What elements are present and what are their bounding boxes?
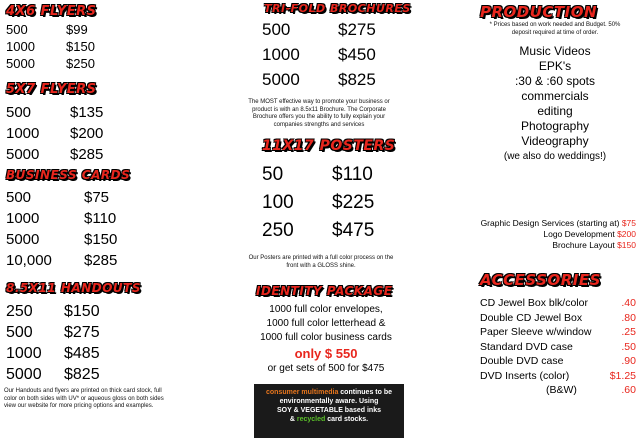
price: $200 [70, 125, 104, 142]
accessory-price: .50 [621, 340, 636, 353]
service-item: (we also do weddings!) [503, 151, 607, 162]
design-services [481, 218, 636, 251]
identity-alt-offer: or get sets of 500 for $475 [267, 363, 385, 374]
trifold-title: TRI-FOLD BROCHURES [264, 2, 411, 15]
posters-note: Our Posters are printed with a full color process on the front with a GLOSS shine. [248, 255, 394, 269]
accessory-label: Standard DVD case [480, 340, 573, 353]
price: $99 [66, 22, 88, 37]
price: $285 [70, 146, 104, 163]
identity-line: 1000 full color business cards [260, 332, 392, 343]
quantity: 500 [6, 189, 32, 206]
quantity: 250 [6, 303, 33, 320]
price: $825 [64, 366, 100, 383]
price: $825 [338, 70, 376, 89]
eco-text: card stocks. [325, 416, 369, 423]
quantity: 5000 [6, 146, 40, 163]
price: $150 [84, 231, 118, 248]
service-item: Videography [521, 134, 589, 148]
posters-title: 11X17 POSTERS [262, 138, 396, 154]
design-row [481, 229, 636, 240]
quantity: 250 [262, 220, 294, 241]
quantity: 500 [6, 22, 28, 37]
identity-line: 1000 full color letterhead & [266, 318, 386, 329]
identity-line: 1000 full color envelopes, [269, 304, 383, 315]
accessory-price: .80 [621, 311, 636, 324]
price: $275 [64, 324, 100, 341]
handout-note: Our Handouts and flyers are printed on thick card stock, full color on both sides with UV* or aqueous gloss on both sides view our website for more pricing options and examples. [4, 388, 164, 409]
accessory-row [480, 354, 638, 369]
price: $250 [66, 56, 95, 71]
price: $285 [84, 252, 118, 269]
service-item: Music Videos [519, 44, 591, 58]
eco-brand: consumer multimedia [265, 389, 339, 396]
service-item: :30 & :60 spots [514, 74, 596, 88]
price: $110 [84, 210, 117, 227]
accessory-label: Paper Sleeve w/window [480, 326, 592, 338]
identity-price: only $ 550 [294, 346, 358, 361]
eco-text: continues to be environmentally aware. Using [279, 389, 393, 405]
accessories-title: ACCESSORIES [480, 271, 601, 289]
trifold-note: The MOST effective way to promote your business or product is with an 8.5x11 Brochure. The Corporate Brochure offers you the ability to fully explain your companies strengths and services [248, 99, 390, 128]
quantity: 500 [6, 324, 33, 341]
quantity: 500 [6, 104, 32, 121]
accessory-price: $1.25 [609, 369, 636, 382]
quantity: 5000 [6, 56, 35, 71]
price: $485 [64, 345, 100, 362]
accessory-price: .25 [621, 326, 636, 338]
accessory-price: .90 [621, 355, 636, 367]
identity-details [246, 303, 406, 376]
service-item: Photography [520, 119, 590, 133]
design-label: Graphic Design Services (starting at) [480, 218, 622, 228]
price: $135 [70, 104, 104, 121]
quantity: 500 [262, 20, 291, 39]
production-services [470, 44, 640, 164]
design-label: Brochure Layout [552, 240, 618, 250]
accessory-row [480, 369, 638, 384]
price: $225 [332, 192, 375, 213]
production-title: PRODUCTION [480, 3, 598, 21]
service-item: commercials [521, 89, 589, 103]
quantity: 100 [262, 192, 294, 213]
accessory-label: (B&W) [546, 384, 577, 396]
quantity: 1000 [6, 345, 42, 362]
design-row [481, 240, 636, 251]
quantity: 10,000 [6, 252, 52, 269]
quantity: 50 [262, 164, 284, 185]
service-item: editing [537, 104, 573, 118]
accessory-row [480, 296, 638, 311]
eco-banner [254, 384, 404, 438]
flyers-5x7-title: 5X7 FLYERS [6, 82, 97, 97]
price: $275 [338, 20, 376, 39]
eco-inks: SOY & VEGETABLE based inks [277, 407, 381, 414]
accessory-row [480, 325, 638, 340]
price: $110 [332, 164, 373, 185]
business-cards-title: BUSINESS CARDS [6, 168, 131, 182]
accessory-row [480, 340, 638, 355]
design-price: $75 [621, 218, 636, 228]
quantity: 1000 [6, 39, 35, 54]
handouts-title: 8.5X11 HANDOUTS [6, 281, 141, 295]
service-item: EPK's [538, 59, 572, 73]
design-label: Logo Development [543, 229, 618, 239]
accessory-row [480, 383, 638, 398]
quantity: 1000 [262, 45, 300, 64]
quantity: 1000 [6, 125, 40, 142]
accessory-label: CD Jewel Box blk/color [480, 297, 588, 309]
accessory-price: .60 [621, 384, 636, 396]
quantity: 1000 [6, 210, 40, 227]
flyers-4x6-title: 4X6 FLYERS [6, 4, 97, 19]
price: $75 [84, 189, 110, 206]
price: $150 [64, 303, 100, 320]
price: $475 [332, 220, 375, 241]
design-price: $150 [617, 240, 636, 250]
quantity: 5000 [6, 366, 42, 383]
accessory-label: DVD Inserts (color) [480, 369, 570, 382]
identity-title: IDENTITY PACKAGE [256, 284, 393, 298]
eco-recycled: recycled [296, 416, 326, 423]
accessory-label: Double CD Jewel Box [480, 311, 583, 324]
design-price: $200 [617, 229, 636, 239]
quantity: 5000 [6, 231, 40, 248]
production-note: * Prices based on work needed and Budget. 50% deposit required at time of order. [489, 22, 621, 36]
quantity: 5000 [262, 70, 300, 89]
eco-text: & [289, 416, 297, 423]
accessory-price: .40 [621, 297, 636, 309]
accessory-row [480, 311, 638, 326]
price: $450 [338, 45, 376, 64]
price: $150 [66, 39, 95, 54]
accessory-label: Double DVD case [480, 355, 564, 367]
design-row [481, 218, 636, 229]
